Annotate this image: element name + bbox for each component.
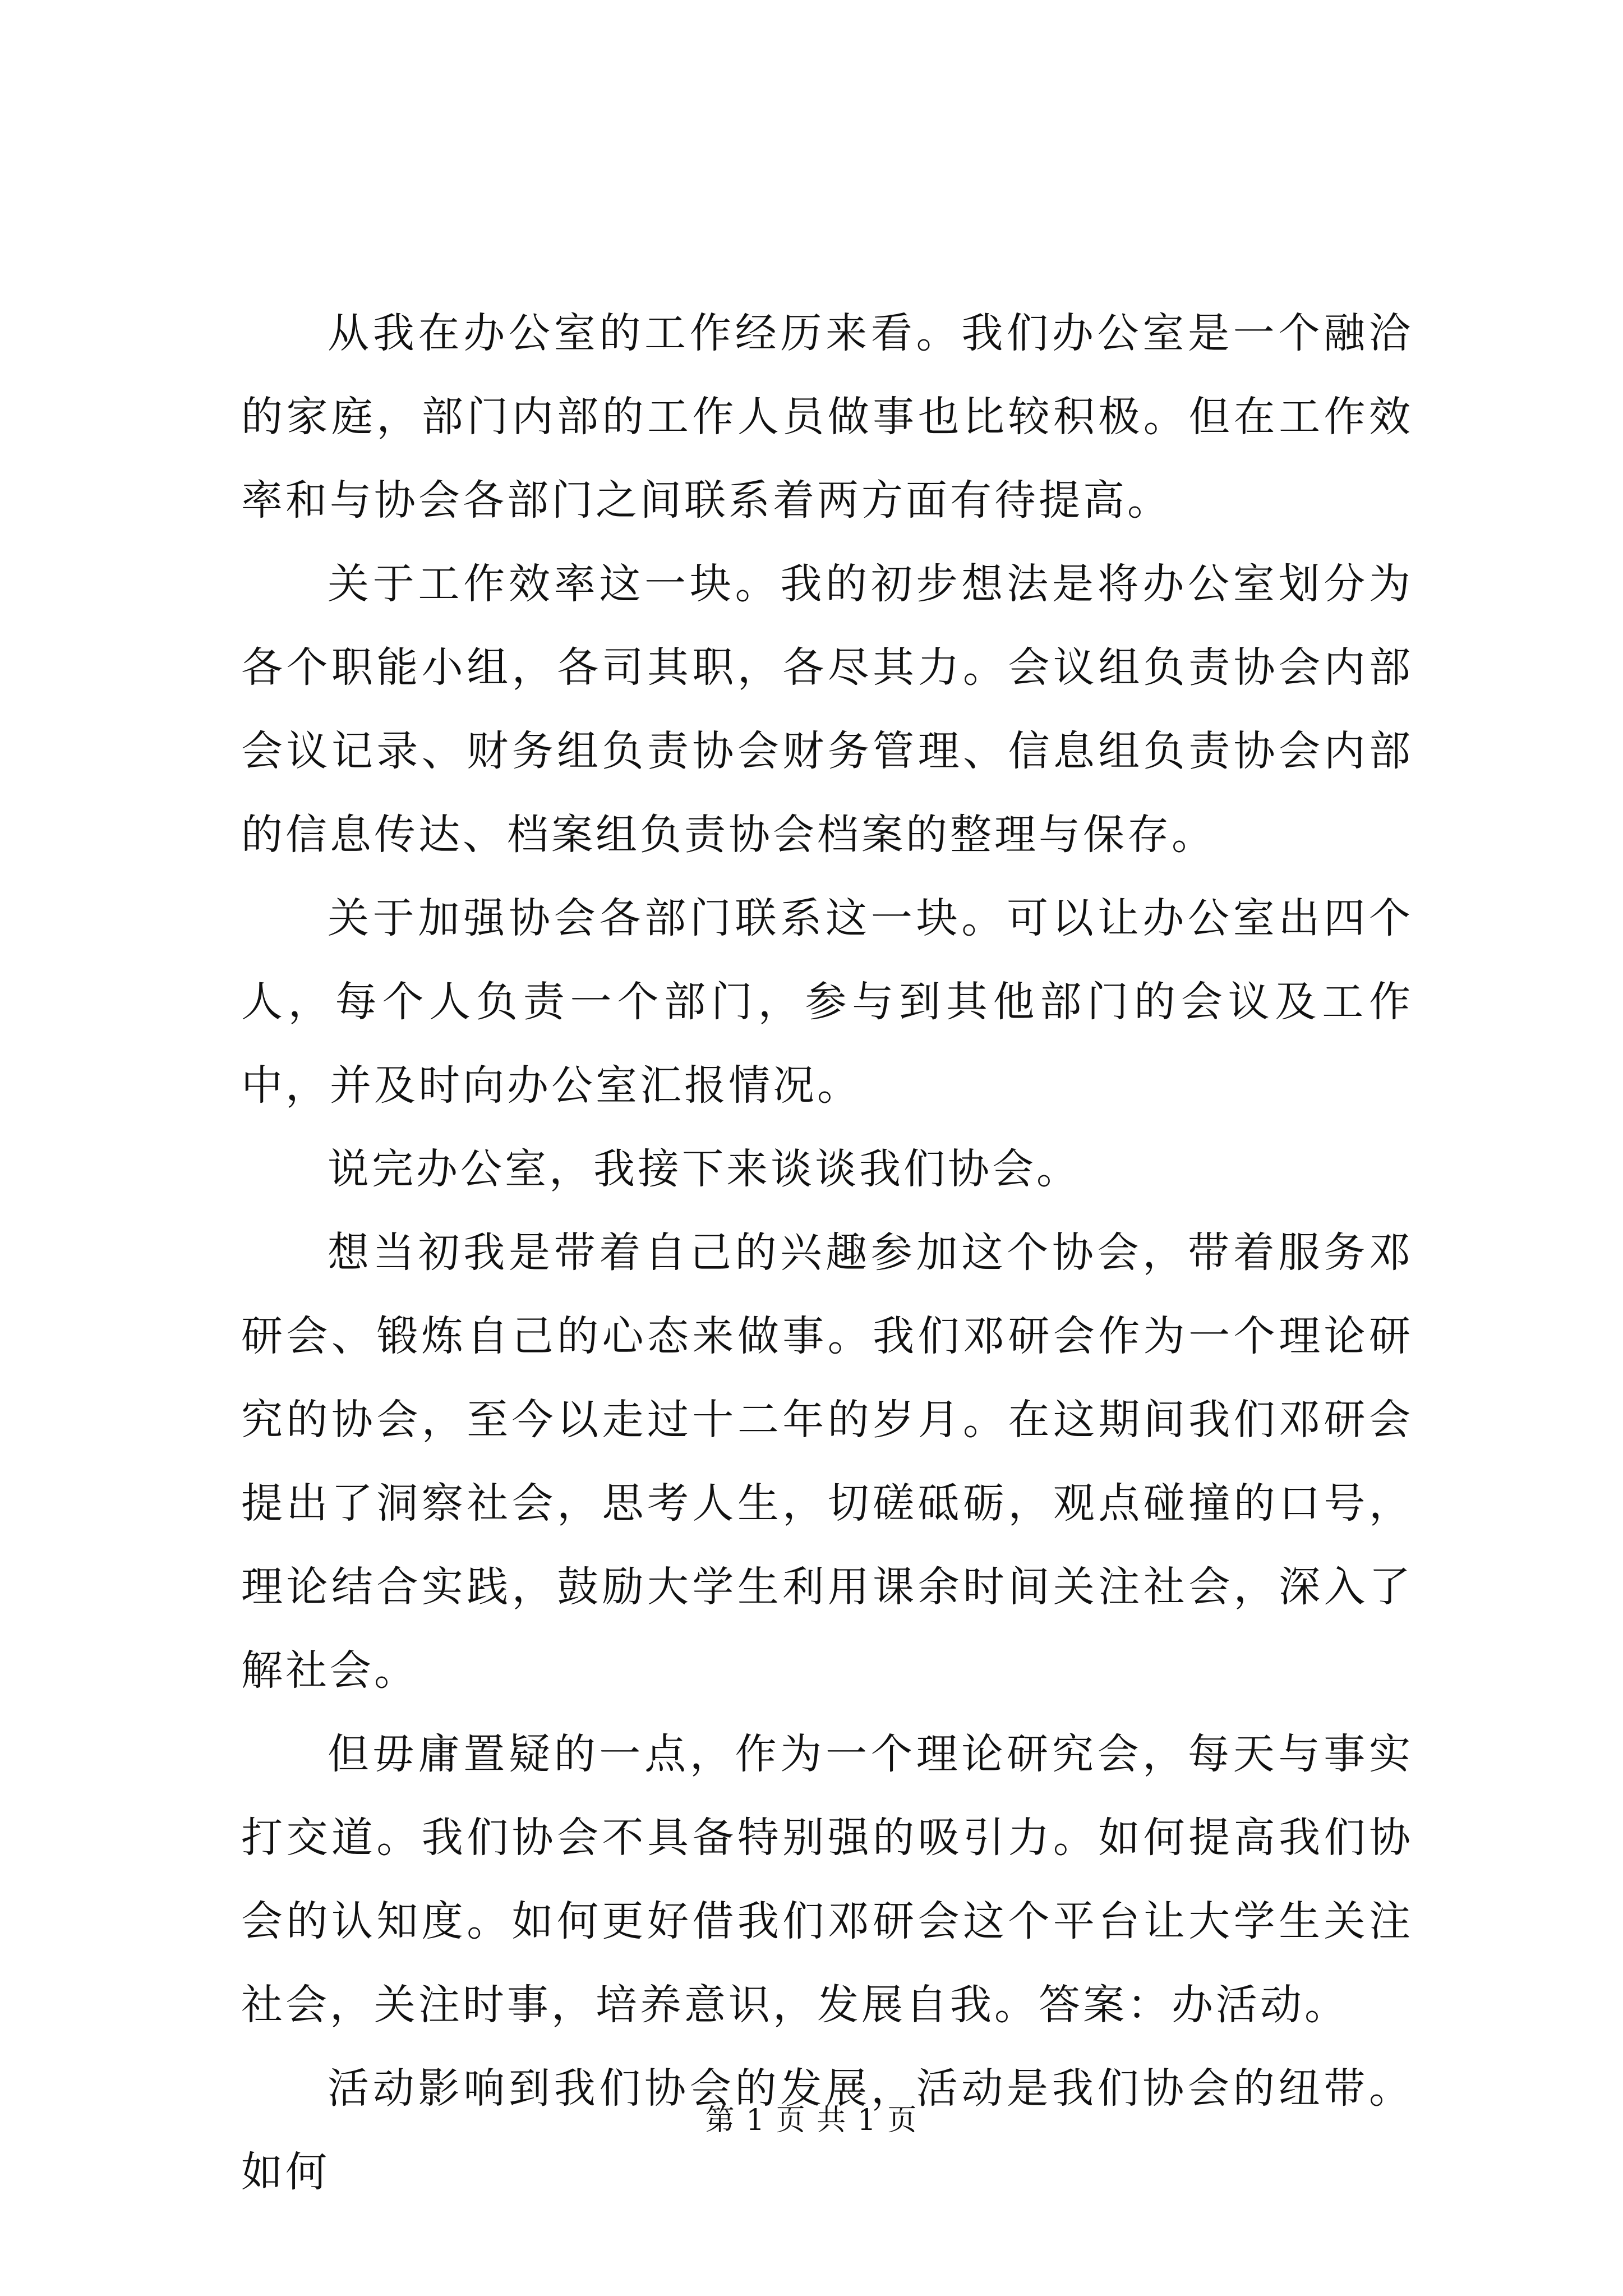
paragraph-transition: 说完办公室，我接下来谈谈我们协会。	[328, 1145, 1081, 1193]
paragraph-office-experience: 从我在办公室的工作经历来看。我们办公室是一个融洽的家庭，部门内部的工作人员做事也比较积极。但在工作效率和与协会各部门之间联系着两方面有待提高。	[241, 309, 1413, 524]
paragraph-attraction-question: 但毋庸置疑的一点，作为一个理论研究会，每天与事实打交道。我们协会不具备特别强的吸引力。如何提高我们协会的认知度。如何更好借我们邓研会这个平台让大学生关注社会，关注时事，培养意识，发展自我。答案：办活动。	[241, 1730, 1413, 2029]
page-footer: 第 1 页 共 1 页	[705, 2104, 918, 2137]
paragraph-department-contact: 关于加强协会各部门联系这一块。可以让办公室出四个人，每个人负责一个部门，参与到其他部门的会议及工作中，并及时向办公室汇报情况。	[241, 894, 1413, 1110]
paragraph-work-efficiency: 关于工作效率这一块。我的初步想法是将办公室划分为各个职能小组，各司其职，各尽其力。会议组负责协会内部会议记录、财务组负责协会财务管理、信息组负责协会内部的信息传达、档案组负责协会档案的整理与保存。	[241, 560, 1413, 859]
document-body	[241, 292, 1413, 2214]
paragraph-association-history: 想当初我是带着自己的兴趣参加这个协会，带着服务邓研会、锻炼自己的心态来做事。我们邓研会作为一个理论研究的协会，至今以走过十二年的岁月。在这期间我们邓研会提出了洞察社会，思考人生，切磋砥砺，观点碰撞的口号，理论结合实践，鼓励大学生利用课余时间关注社会，深入了解社会。	[241, 1228, 1413, 1695]
paragraph-activities: 活动影响到我们协会的发展，活动是我们协会的纽带。如何	[241, 2064, 1413, 2196]
